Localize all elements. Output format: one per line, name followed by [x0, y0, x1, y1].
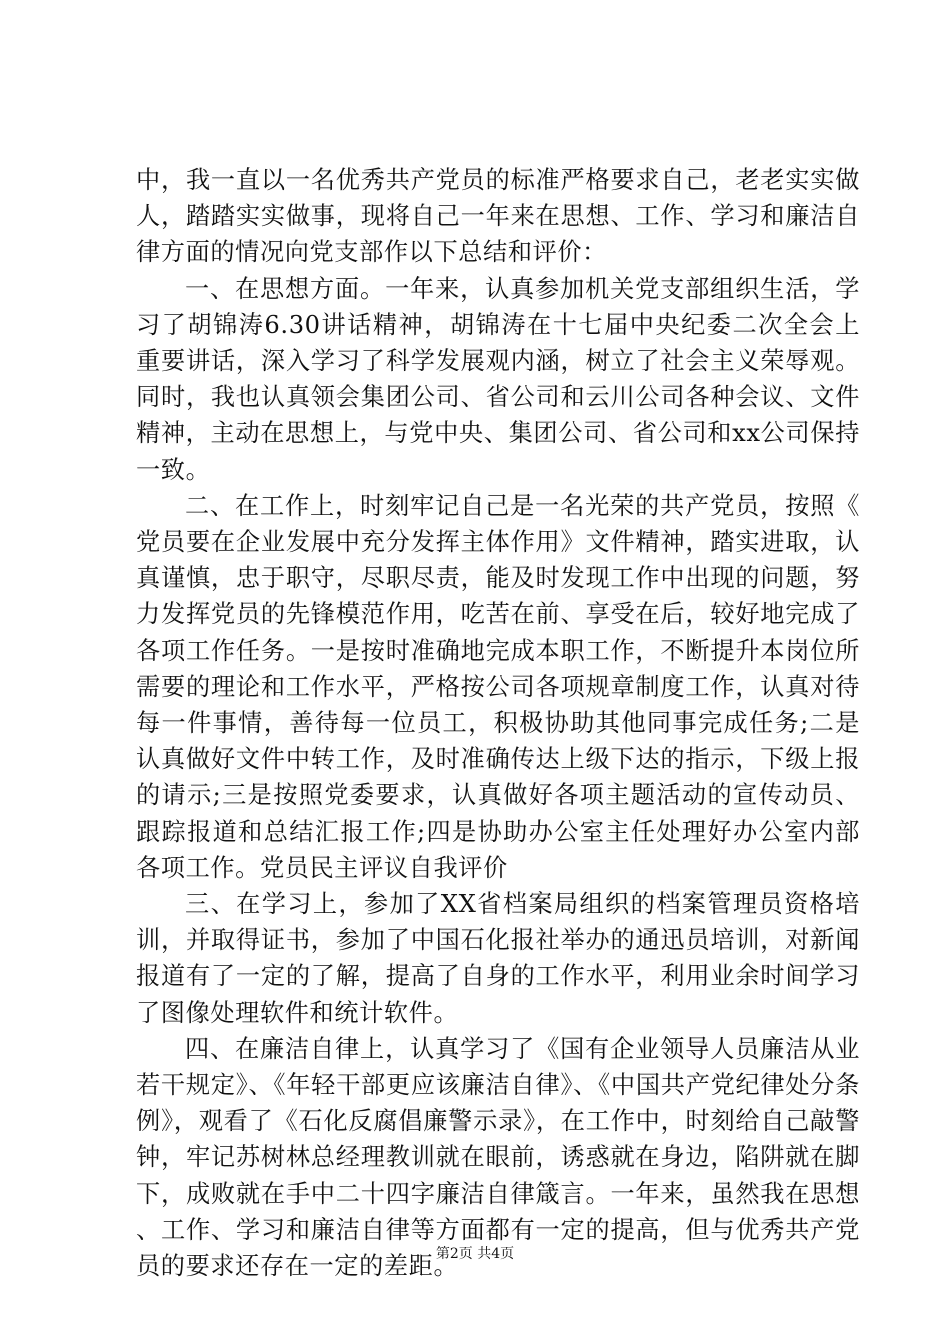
document-body — [136, 162, 860, 1284]
paragraph-work: 二、在工作上，时刻牢记自己是一名光荣的共产党员，按照《党员要在企业发展中充分发挥主体作用》文件精神，踏实进取，认真谨慎，忠于职守，尽职尽责，能及时发现工作中出现的问题，努力发挥党员的先锋模范作用，吃苦在前、享受在后，较好地完成了各项工作任务。一是按时准确地完成本职工作，不断提升本岗位所需要的理论和工作水平，严格按公司各项规章制度工作，认真对待每一件事情，善待每一位员工，积极协助其他同事完成任务;二是认真做好文件中转工作，及时准确传达上级下达的指示，下级上报的请示;三是按照党委要求，认真做好各项主题活动的宣传动员、跟踪报道和总结汇报工作;四是协助办公室主任处理好办公室内部各项工作。党员民主评议自我评价 — [136, 491, 860, 882]
paragraph-intro: 中，我一直以一名优秀共产党员的标准严格要求自己，老老实实做人，踏踏实实做事，现将自己一年来在思想、工作、学习和廉洁自律方面的情况向党支部作以下总结和评价： — [136, 166, 860, 267]
page-footer — [0, 1244, 950, 1264]
page-number-label: 第2页 共4页 — [435, 1246, 515, 1262]
paragraph-study: 三、在学习上，参加了XX省档案局组织的档案管理员资格培训，并取得证书，参加了中国石化报社举办的通迅员培训，对新闻报道有了一定的了解，提高了自身的工作水平，利用业余时间学习了图像处理软件和统计软件。 — [136, 890, 860, 1027]
paragraph-integrity: 四、在廉洁自律上，认真学习了《国有企业领导人员廉洁从业若干规定》、《年轻干部更应该廉洁自律》、《中国共产党纪律处分条例》，观看了《石化反腐倡廉警示录》，在工作中，时刻给自己敲警钟，牢记苏树林总经理教训就在眼前，诱惑就在身边，陷阱就在脚下，成败就在手中二十四字廉洁自律箴言。一年来，虽然我在思想、工作、学习和廉洁自律等方面都有一定的提高，但与优秀共产党员的要求还存在一定的差距。 — [136, 1034, 860, 1281]
paragraph-thought: 一、在思想方面。一年来，认真参加机关党支部组织生活，学习了胡锦涛6.30讲话精神，胡锦涛在十七届中央纪委二次全会上重要讲话，深入学习了科学发展观内涵，树立了社会主义荣辱观。同时，我也认真领会集团公司、省公司和云川公司各种会议、文件精神，主动在思想上，与党中央、集团公司、省公司和xx公司保持一致。 — [136, 274, 860, 484]
